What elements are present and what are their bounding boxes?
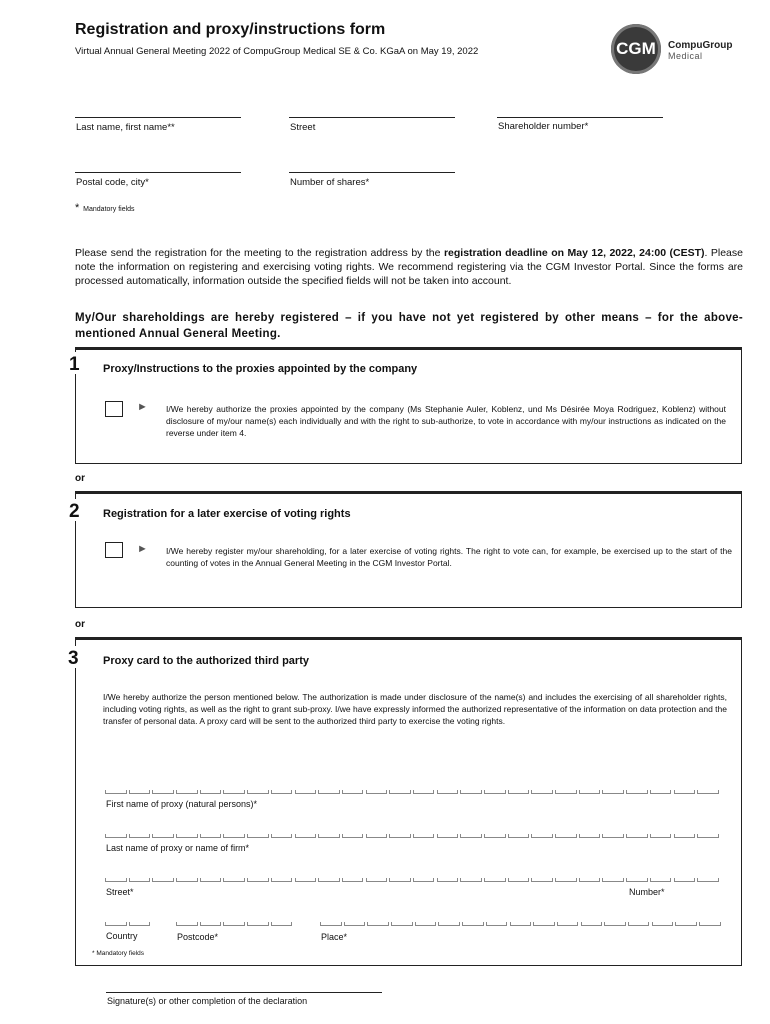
number-of-shares-field[interactable] xyxy=(289,172,455,173)
char-cell[interactable] xyxy=(486,922,508,926)
section-3-number: 3 xyxy=(68,648,79,669)
char-cell[interactable] xyxy=(415,922,437,926)
proxy-number-label: Number* xyxy=(629,887,665,897)
char-cell[interactable] xyxy=(152,878,174,882)
street-field[interactable] xyxy=(289,117,455,118)
proxy-street-input[interactable] xyxy=(105,878,719,882)
char-cell[interactable] xyxy=(531,878,553,882)
char-cell[interactable] xyxy=(508,790,530,794)
proxy-first-name-input[interactable] xyxy=(105,790,719,794)
char-cell[interactable] xyxy=(413,834,435,838)
char-cell[interactable] xyxy=(247,790,269,794)
char-cell[interactable] xyxy=(366,834,388,838)
char-cell[interactable] xyxy=(581,922,603,926)
char-cell[interactable] xyxy=(602,878,624,882)
char-cell[interactable] xyxy=(484,790,506,794)
char-cell[interactable] xyxy=(176,922,198,926)
char-cell[interactable] xyxy=(344,922,366,926)
signature-label: Signature(s) or other completion of the declaration xyxy=(107,996,308,1006)
page-title: Registration and proxy/instructions form xyxy=(75,21,386,38)
arrow-icon: ► xyxy=(137,543,148,555)
arrow-icon: ► xyxy=(137,401,148,413)
section-1-text: I/We hereby authorize the proxies appointed by the company (Ms Stephanie Auler, Koblenz, und Ms Désirée Moya Rodriguez, Koblenz) without disclosure of my/our name(s) each individually and with the right to sub-authorize, to vote in accordance with my/our instructions as indicated on the reverse under item 4. xyxy=(166,404,726,438)
section-3-title: Proxy card to the authorized third party xyxy=(103,655,309,667)
char-cell[interactable] xyxy=(555,790,577,794)
mandatory-note: * Mandatory fields xyxy=(75,202,135,214)
char-cell[interactable] xyxy=(533,922,555,926)
postal-code-label: Postal code, city* xyxy=(76,177,149,188)
char-cell[interactable] xyxy=(295,790,317,794)
char-cell[interactable] xyxy=(460,878,482,882)
section-2-number: 2 xyxy=(69,501,80,522)
proxy-country-label: Country xyxy=(106,931,138,941)
char-cell[interactable] xyxy=(579,878,601,882)
char-cell[interactable] xyxy=(200,922,222,926)
last-name-label: Last name, first name** xyxy=(76,122,175,133)
char-cell[interactable] xyxy=(579,790,601,794)
char-cell[interactable] xyxy=(223,790,245,794)
char-cell[interactable] xyxy=(247,878,269,882)
char-cell[interactable] xyxy=(438,922,460,926)
or-separator-1: or xyxy=(75,473,85,484)
intro-paragraph: Please send the registration for the meeting to the registration address by the registration deadline on May 12, 2022, 24:00 (CEST). Please note the information on registering and exercising voting rights. We recommend registering via the CGM Investor Portal. Since the forms are processed automatically, information outside the specified fields will not be taken into account. xyxy=(75,247,743,287)
proxy-last-name-input[interactable] xyxy=(105,834,719,838)
last-name-field[interactable] xyxy=(75,117,241,118)
char-cell[interactable] xyxy=(366,878,388,882)
char-cell[interactable] xyxy=(223,878,245,882)
char-cell[interactable] xyxy=(129,878,151,882)
logo-company-sub: Medical xyxy=(668,51,703,61)
section-2-checkbox[interactable] xyxy=(105,542,123,558)
char-cell[interactable] xyxy=(531,790,553,794)
char-cell[interactable] xyxy=(460,834,482,838)
char-cell[interactable] xyxy=(389,790,411,794)
char-cell[interactable] xyxy=(176,878,198,882)
proxy-last-name-label: Last name of proxy or name of firm* xyxy=(106,843,250,853)
signature-field[interactable] xyxy=(106,992,382,993)
char-cell[interactable] xyxy=(484,834,506,838)
char-cell[interactable] xyxy=(460,790,482,794)
char-cell[interactable] xyxy=(652,922,674,926)
proxy-postcode-input[interactable] xyxy=(176,922,292,926)
char-cell[interactable] xyxy=(674,878,696,882)
char-cell[interactable] xyxy=(626,834,648,838)
char-cell[interactable] xyxy=(650,834,672,838)
char-cell[interactable] xyxy=(223,922,245,926)
char-cell[interactable] xyxy=(391,922,413,926)
proxy-country-input[interactable] xyxy=(105,922,150,926)
logo-company-name: CompuGroup xyxy=(668,40,733,51)
char-cell[interactable] xyxy=(200,878,222,882)
char-cell[interactable] xyxy=(628,922,650,926)
char-cell[interactable] xyxy=(531,834,553,838)
section-1-title: Proxy/Instructions to the proxies appointed by the company xyxy=(103,363,418,375)
section-1-checkbox[interactable] xyxy=(105,401,123,417)
char-cell[interactable] xyxy=(271,790,293,794)
char-cell[interactable] xyxy=(413,878,435,882)
section-2-text: I/We hereby register my/our shareholding, for a later exercise of voting rights. The right to vote can, for example, be exercised up to the start of the counting of votes in the Annual General Meeting in the CGM Investor Portal. xyxy=(166,546,732,568)
char-cell[interactable] xyxy=(318,790,340,794)
char-cell[interactable] xyxy=(152,834,174,838)
char-cell[interactable] xyxy=(247,834,269,838)
char-cell[interactable] xyxy=(176,790,198,794)
char-cell[interactable] xyxy=(342,878,364,882)
char-cell[interactable] xyxy=(508,878,530,882)
char-cell[interactable] xyxy=(271,834,293,838)
char-cell[interactable] xyxy=(200,834,222,838)
char-cell[interactable] xyxy=(437,790,459,794)
char-cell[interactable] xyxy=(674,834,696,838)
section-3-text: I/We hereby authorize the person mentioned below. The authorization is made under disclosure of the name(s) and includes the exercising of all shareholder rights, including voting rights, as well as the right to grant sub-proxy. I/we have expressly informed the authorized representative of the information on data protection and the transfer of personal data. A proxy card will be sent to the authorized third party to exercise the voting rights. xyxy=(103,692,727,726)
char-cell[interactable] xyxy=(675,922,697,926)
char-cell[interactable] xyxy=(699,922,721,926)
char-cell[interactable] xyxy=(437,834,459,838)
char-cell[interactable] xyxy=(105,878,127,882)
char-cell[interactable] xyxy=(105,790,127,794)
char-cell[interactable] xyxy=(604,922,626,926)
char-cell[interactable] xyxy=(484,878,506,882)
char-cell[interactable] xyxy=(555,834,577,838)
char-cell[interactable] xyxy=(697,834,719,838)
proxy-postcode-label: Postcode* xyxy=(177,932,219,942)
registration-statement: My/Our shareholdings are hereby registered – if you have not yet registered by other means – for the above-mentioned Annual General Meeting. xyxy=(75,312,743,340)
char-cell[interactable] xyxy=(342,790,364,794)
char-cell[interactable] xyxy=(295,878,317,882)
char-cell[interactable] xyxy=(626,790,648,794)
char-cell[interactable] xyxy=(318,878,340,882)
char-cell[interactable] xyxy=(389,834,411,838)
char-cell[interactable] xyxy=(105,922,127,926)
shareholder-number-label: Shareholder number* xyxy=(498,121,589,132)
char-cell[interactable] xyxy=(366,790,388,794)
char-cell[interactable] xyxy=(247,922,269,926)
char-cell[interactable] xyxy=(367,922,389,926)
section-1-number: 1 xyxy=(69,354,80,375)
char-cell[interactable] xyxy=(295,834,317,838)
char-cell[interactable] xyxy=(650,878,672,882)
char-cell[interactable] xyxy=(697,878,719,882)
registration-deadline: registration deadline on May 12, 2022, 24:00 (CEST) xyxy=(443,247,705,259)
char-cell[interactable] xyxy=(129,922,151,926)
number-of-shares-label: Number of shares* xyxy=(290,177,370,188)
char-cell[interactable] xyxy=(271,922,293,926)
proxy-place-input[interactable] xyxy=(320,922,721,926)
cgm-logo xyxy=(611,24,661,74)
char-cell[interactable] xyxy=(650,790,672,794)
char-cell[interactable] xyxy=(508,834,530,838)
proxy-first-name-label: First name of proxy (natural persons)* xyxy=(106,799,258,809)
char-cell[interactable] xyxy=(320,922,342,926)
char-cell[interactable] xyxy=(697,790,719,794)
shareholder-number-field[interactable] xyxy=(497,117,663,118)
char-cell[interactable] xyxy=(176,834,198,838)
char-cell[interactable] xyxy=(105,834,127,838)
char-cell[interactable] xyxy=(437,878,459,882)
char-cell[interactable] xyxy=(602,790,624,794)
char-cell[interactable] xyxy=(626,878,648,882)
section-2-title: Registration for a later exercise of voting rights xyxy=(103,508,351,520)
char-cell[interactable] xyxy=(413,790,435,794)
char-cell[interactable] xyxy=(510,922,532,926)
char-cell[interactable] xyxy=(555,878,577,882)
char-cell[interactable] xyxy=(129,790,151,794)
page-subtitle: Virtual Annual General Meeting 2022 of CompuGroup Medical SE & Co. KGaA on May 19, 2022 xyxy=(75,46,479,57)
char-cell[interactable] xyxy=(674,790,696,794)
or-separator-2: or xyxy=(75,619,85,630)
char-cell[interactable] xyxy=(602,834,624,838)
char-cell[interactable] xyxy=(271,878,293,882)
proxy-street-label: Street* xyxy=(106,887,134,897)
char-cell[interactable] xyxy=(129,834,151,838)
proxy-place-label: Place* xyxy=(321,932,348,942)
logo-mark: CGM xyxy=(616,39,656,58)
section-3-mandatory-note: * Mandatory fields xyxy=(92,950,145,957)
char-cell[interactable] xyxy=(557,922,579,926)
char-cell[interactable] xyxy=(318,834,340,838)
char-cell[interactable] xyxy=(223,834,245,838)
char-cell[interactable] xyxy=(579,834,601,838)
char-cell[interactable] xyxy=(342,834,364,838)
char-cell[interactable] xyxy=(389,878,411,882)
char-cell[interactable] xyxy=(200,790,222,794)
postal-code-field[interactable] xyxy=(75,172,241,173)
char-cell[interactable] xyxy=(152,790,174,794)
char-cell[interactable] xyxy=(462,922,484,926)
street-label: Street xyxy=(290,122,316,133)
